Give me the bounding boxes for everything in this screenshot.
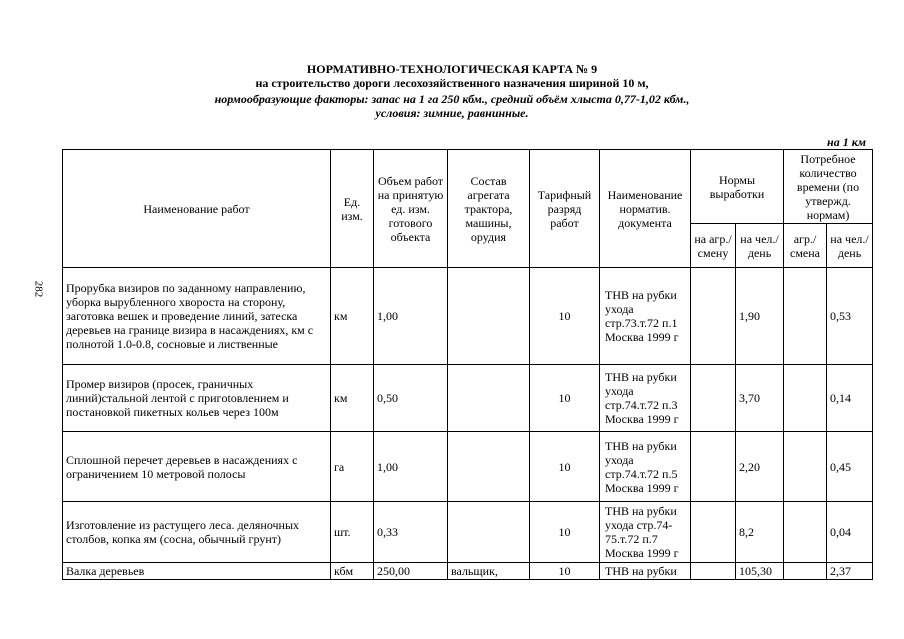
cell-composition — [448, 268, 530, 365]
cell-name: Сплошной перечет деревьев в насаждениях с ограничением 10 метровой полосы — [63, 432, 331, 502]
cell-grade: 10 — [530, 502, 600, 563]
normative-factors: нормообразующие факторы: запас на 1 га 250 кбм., средний объём хлыста 0,77-1,02 кбм., — [214, 92, 690, 106]
cell-norm-agr — [691, 432, 736, 502]
cell-norm-chel: 105,30 — [736, 563, 784, 580]
cell-composition: вальщик, — [448, 563, 530, 580]
cell-norm-chel: 2,20 — [736, 432, 784, 502]
col-header-unit: Ед. изм. — [331, 150, 374, 268]
cell-unit: кбм — [331, 563, 374, 580]
cell-doc: ТНВ на рубки — [600, 563, 691, 580]
table-row — [63, 563, 873, 580]
cell-time-agr — [784, 268, 827, 365]
cell-doc: ТНВ на рубки ухода стр.74-75.т.72 п.7 Москва 1999 г — [600, 502, 691, 563]
cell-composition — [448, 502, 530, 563]
cell-norm-chel: 8,2 — [736, 502, 784, 563]
cell-time-chel: 0,14 — [827, 365, 873, 432]
col-header-name: Наименование работ — [63, 150, 331, 268]
cell-grade: 10 — [530, 365, 600, 432]
table-row — [63, 432, 873, 502]
col-header-norms-chel: на чел./ день — [736, 224, 784, 268]
cell-norm-chel: 3,70 — [736, 365, 784, 432]
cell-time-chel: 0,53 — [827, 268, 873, 365]
cell-unit: км — [331, 268, 374, 365]
cell-volume: 1,00 — [374, 268, 448, 365]
cell-grade: 10 — [530, 268, 600, 365]
table-row — [63, 365, 873, 432]
cell-unit: га — [331, 432, 374, 502]
col-header-time-chel: на чел./ день — [827, 224, 873, 268]
cell-time-chel: 2,37 — [827, 563, 873, 580]
cell-grade: 10 — [530, 563, 600, 580]
cell-norm-agr — [691, 365, 736, 432]
cell-norm-agr — [691, 268, 736, 365]
cell-doc: ТНВ на рубки ухода стр.74.т.72 п.3 Москва 1999 г — [600, 365, 691, 432]
unit-note: на 1 км — [827, 135, 866, 149]
col-header-composition: Состав агрегата трактора, машины, орудия — [448, 150, 530, 268]
cell-norm-agr — [691, 502, 736, 563]
col-header-norms: Нормы выработки — [691, 150, 784, 224]
cell-doc: ТНВ на рубки ухода стр.73.т.72 п.1 Москва 1999 г — [600, 268, 691, 365]
cell-name: Прорубка визиров по заданному направлению, уборка вырубленного хвороста на сторону, заготовка вешек и проведение линий, затеска деревьев на границе визира в насаждениях, км с полнотой 1.0-0.8, сосновые и лиственные — [63, 268, 331, 365]
col-header-time-agr: агр./ смена — [784, 224, 827, 268]
cell-name: Изготовление из растущего леса. деляночных столбов, копка ям (сосна, обычный грунт) — [63, 502, 331, 563]
cell-name: Валка деревьев — [63, 563, 331, 580]
col-header-grade: Тарифный разряд работ — [530, 150, 600, 268]
cell-norm-agr — [691, 563, 736, 580]
table-row — [63, 502, 873, 563]
cell-doc: ТНВ на рубки ухода стр.74.т.72 п.5 Москва 1999 г — [600, 432, 691, 502]
cell-time-agr — [784, 563, 827, 580]
cell-norm-chel: 1,90 — [736, 268, 784, 365]
document-title: НОРМАТИВНО-ТЕХНОЛОГИЧЕСКАЯ КАРТА № 9 — [306, 62, 598, 76]
cell-volume: 0,50 — [374, 365, 448, 432]
cell-time-agr — [784, 365, 827, 432]
cell-volume: 250,00 — [374, 563, 448, 580]
cell-time-chel: 0,45 — [827, 432, 873, 502]
cell-time-agr — [784, 432, 827, 502]
col-header-doc: Наименование норматив. документа — [600, 150, 691, 268]
cell-grade: 10 — [530, 432, 600, 502]
cell-unit: км — [331, 365, 374, 432]
cell-composition — [448, 365, 530, 432]
cell-time-agr — [784, 502, 827, 563]
cell-composition — [448, 432, 530, 502]
col-header-volume: Объем работ на принятую ед. изм. готового объекта — [374, 150, 448, 268]
cell-volume: 0,33 — [374, 502, 448, 563]
cell-unit: шт. — [331, 502, 374, 563]
cell-name: Промер визиров (просек, граничных линий)стальной лентой с пригotовлением и постановкой пикетных кольев через 100м — [63, 365, 331, 432]
cell-volume: 1,00 — [374, 432, 448, 502]
col-header-norms-agr: на агр./ смену — [691, 224, 736, 268]
table-row — [63, 268, 873, 365]
page-number: 282 — [32, 280, 45, 298]
norms-table — [62, 149, 873, 580]
cell-time-chel: 0,04 — [827, 502, 873, 563]
conditions: условия: зимние, равнинные. — [375, 106, 529, 120]
col-header-time: Потребное количество времени (по утвержд. нормам) — [784, 150, 873, 224]
document-subtitle: на строительство дороги лесохозяйственного назначения шириной 10 м, — [255, 76, 649, 90]
